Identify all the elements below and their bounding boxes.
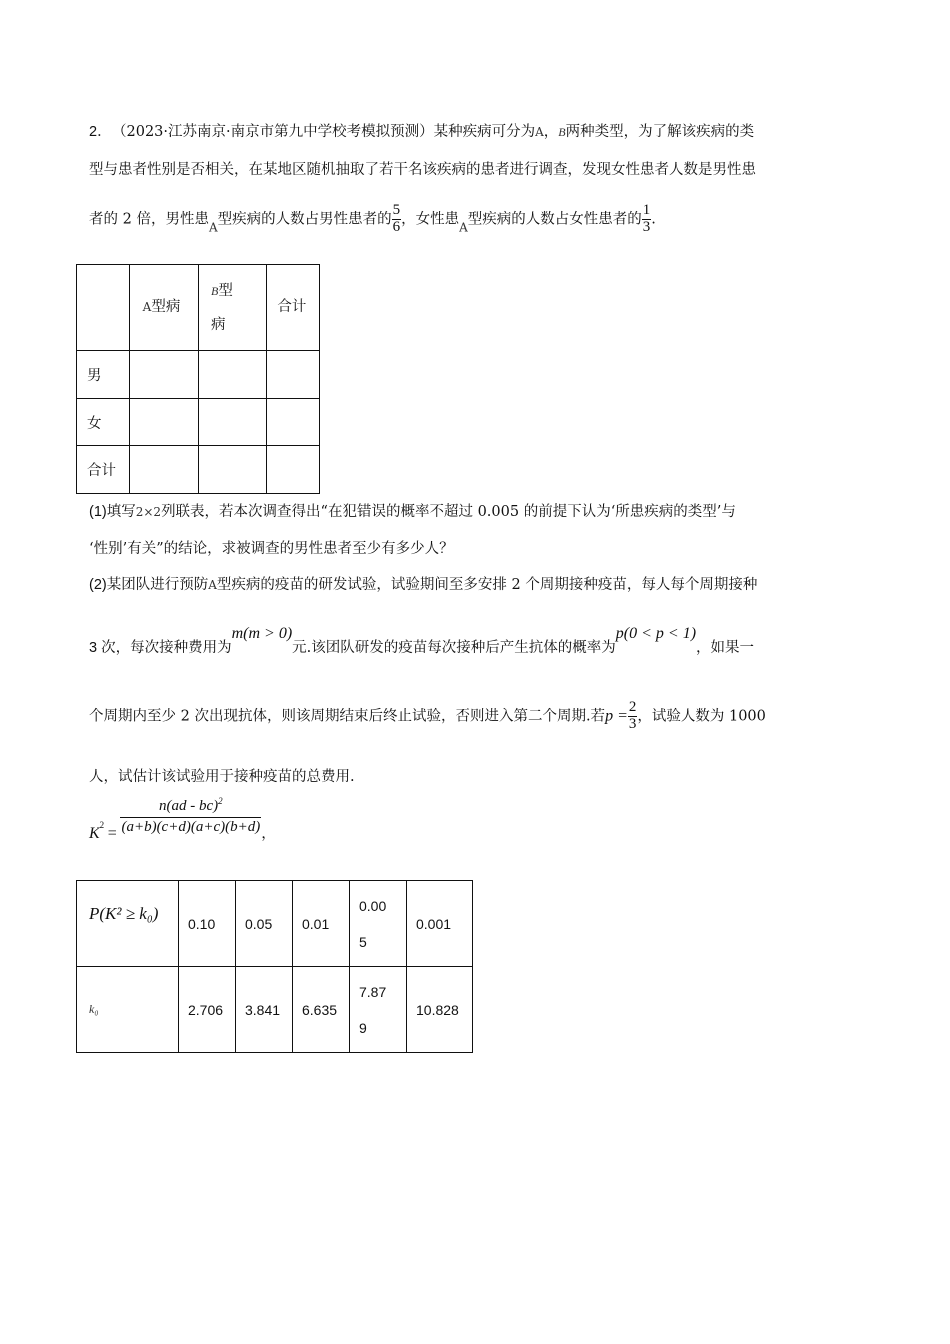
contingency-table [76, 264, 320, 494]
cell-male-a [129, 351, 198, 399]
k-value-cell: 7.87 9 [350, 967, 407, 1053]
table-row [77, 351, 320, 399]
header-k0: k₀ [77, 967, 179, 1053]
p-value-cell: 0.01 [293, 881, 350, 967]
row-label-female: 女 [87, 415, 102, 432]
p-value-cell: 0.05 [236, 881, 293, 967]
fraction-five-sixths: $\frac{5}{6}$ [392, 202, 401, 235]
p-value-cell: 0.00 5 [350, 881, 407, 967]
fraction-two-thirds: $\frac{2}{3}$ [628, 699, 637, 732]
var-b: B [558, 125, 566, 139]
k-value-cell: 3.841 [236, 967, 293, 1053]
fraction-one-third: $\frac{1}{3}$ [642, 202, 651, 235]
header-probability: P(K² ≥ k₀) [77, 881, 179, 967]
problem-number: 2． [89, 124, 112, 140]
table-row [77, 446, 320, 494]
cell-total-total [267, 446, 320, 494]
expr-p: p(0 < p < 1) [615, 625, 697, 642]
row-label-total: 合计 [87, 463, 116, 479]
problem-line-1: （2023·江苏南京·南京市第九中学校考模拟预测）某种疾病可分为A，B两种类型，为了解该疾病的类 [112, 124, 755, 140]
cell-female-b [199, 399, 267, 446]
problem-line-2: 型与患者性别是否相关，在某地区随机抽取了若干名该疾病的患者进行调查，发现女性患者人数是男性患 [89, 162, 756, 178]
cell-total-a [129, 446, 198, 494]
p-value-cell: 0.10 [179, 881, 236, 967]
cell-female-a [129, 399, 198, 446]
header-total: 合计 [267, 265, 320, 351]
problem-line-3: 者的 2 倍，男性患$_A$型疾病的人数占男性患者的 $\frac{5}{6}$ ，女性患$_A$型疾病的人数占女性患者的 $\frac{1}{3}$ . [89, 202, 656, 235]
q2-line-3: 个周期内至少 2 次出现抗体，则该周期结束后终止试验，否则进入第二个周期.若p = $\frac{2}{3}$ ，试验人数为 1000 [89, 699, 766, 732]
problem-source: （2023·江苏南京·南京市第九中学校考模拟预测） [112, 124, 434, 140]
row-label-male: 男 [87, 368, 102, 384]
cell-total-b [199, 446, 267, 494]
header-type-b: B型 病 [199, 265, 267, 351]
k-value-cell: 6.635 [293, 967, 350, 1053]
header-type-a: A型病 [129, 265, 198, 351]
k-squared-formula: K2 = $\frac{n(ad - bc)^2}{(a+b)(c+d)(a+c)(b+d)}$ ， [89, 796, 276, 842]
k-value-cell: 2.706 [179, 967, 236, 1053]
cell-female-total [267, 399, 320, 446]
critical-value-table [76, 880, 473, 1053]
q1-line-1: (1)填写2×2列联表，若本次调查得出“在犯错误的概率不超过 0.005 的前提下认为‘所患疾病的类型’与 [89, 504, 736, 520]
q1-line-2: ‘性别’有关”的结论，求被调查的男性患者至少有多少人？ [89, 541, 454, 557]
cell-male-b [199, 351, 267, 399]
k-value-cell: 10.828 [407, 967, 473, 1053]
table-row [77, 399, 320, 446]
p-value-cell: 0.001 [407, 881, 473, 967]
var-a: A [535, 125, 544, 139]
q2-line-4: 人，试估计该试验用于接种疫苗的总费用. [89, 769, 355, 785]
q2-line-2: 3 次，每次接种费用为m(m > 0)元.该团队研发的疫苗每次接种后产生抗体的概率为p(0 < p < 1)，如果一 [89, 625, 755, 656]
q2-line-1: (2)某团队进行预防A型疾病的疫苗的研发试验，试验期间至多安排 2 个周期接种疫苗，每人每个周期接种 [89, 577, 758, 593]
table-corner-cell [77, 265, 130, 351]
expr-m: m(m > 0) [231, 625, 293, 642]
cell-male-total [267, 351, 320, 399]
